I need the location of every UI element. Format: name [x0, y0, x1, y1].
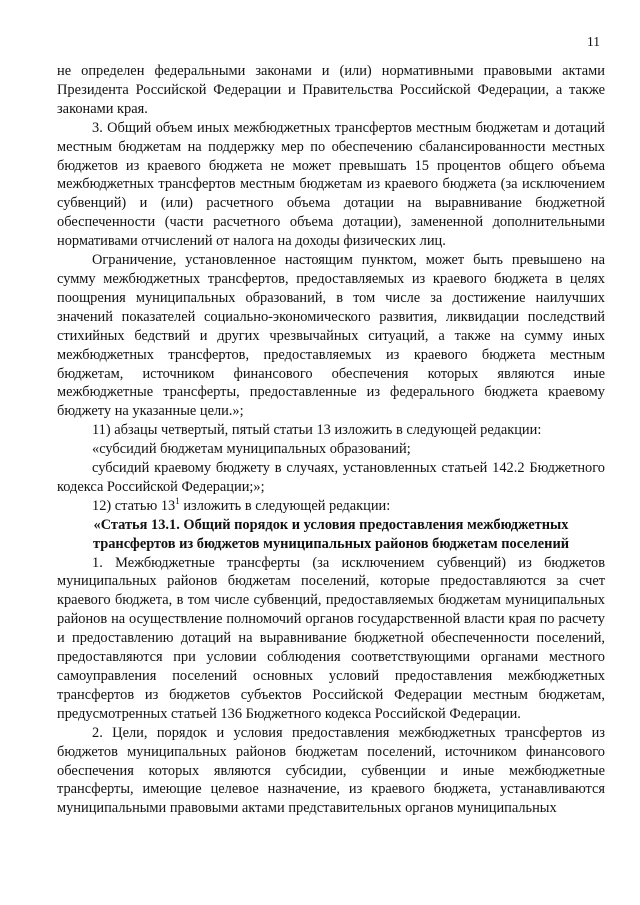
item-12-superscript: 1 [175, 495, 180, 506]
article-paragraph-1: 1. Межбюджетные трансферты (за исключением субвенций) из бюджетов муниципальных районов бюджетам поселений, которые предоставляются за счет краевого бюджета, в том числе субвенций, предоставляемых бюджетам муниципальных районов на осуществление полномочий органов государственной власти края по расчету и предоставлению дотаций на выравнивание бюджетной обеспеченности поселений, предоставляются при условии соблюдения соответствующими органами местного самоуправления поселений основных условий предоставления межбюджетных трансфертов из бюджетов субъектов Российской Федерации местным бюджетам, предусмотренных статьей 136 Бюджетного кодекса Российской Федерации. [57, 554, 605, 722]
article-paragraph-2: 2. Цели, порядок и условия предоставления межбюджетных трансфертов из бюджетов муниципальных районов бюджетам поселений, источником финансового обеспечения которых являются субсидии, субвенции и иные межбюджетные трансферты, имеющие целевое назначение, из краевого бюджета, устанавливаются муниципальными правовыми актами представительных органов муниципальных [57, 724, 605, 817]
item-12-text-before: 12) статью 13 [92, 497, 176, 514]
item-12-text-after: изложить в следующей редакции: [179, 497, 391, 514]
paragraph-item-3: 3. Общий объем иных межбюджетных трансфертов местным бюджетам и дотаций местным бюджетам на поддержку мер по обеспечению сбалансированности местных бюджетов из краевого бюджета не может превышать 15 процентов общего объема межбюджетных трансфертов местным бюджетам из краевого бюджета (за исключением субвенций) и (или) расчетного объема дотации на выравнивание бюджетной обеспеченности (части расчетного объема дотации), замененной дополнительными нормативами отчислений от налога на доходы физических лиц. [57, 119, 605, 250]
paragraph-subsidies-regional: субсидий краевому бюджету в случаях, установленных статьей 142.2 Бюджетного кодекса Российской Федерации;»; [57, 460, 605, 495]
article-heading: «Статья 13.1. Общий порядок и условия предоставления межбюджетных трансфертов из бюджетов муниципальных районов бюджетам поселений [92, 516, 570, 552]
paragraph-continuation: не определен федеральными законами и (или) нормативными правовыми актами Президента Российской Федерации и Правительства Российской Федерации, а также законами края. [57, 63, 605, 117]
paragraph-item-12 [57, 497, 605, 516]
paragraph-item-11: 11) абзацы четвертый, пятый статьи 13 изложить в следующей редакции: [92, 422, 542, 439]
paragraph-limitation: Ограничение, установленное настоящим пунктом, может быть превышено на сумму межбюджетных трансфертов, предоставляемых из краевого бюджета в целях поощрения муниципальных образований, в том числе за достижение наилучших значений показателей социально-экономического развития, ликвидации последствий стихийных бедствий и других чрезвычайных ситуаций, а также на сумму иных межбюджетных трансфертов, предоставляемых из краевого бюджета местным бюджетам, источником финансового обеспечения которых являются иные межбюджетные трансферты, предоставленные из федерального бюджета краевому бюджету на указанные цели.»; [57, 252, 605, 420]
document-body [57, 62, 605, 818]
page-number: 11 [587, 34, 600, 49]
paragraph-subsidies-municipal: «субсидий бюджетам муниципальных образований; [92, 441, 411, 458]
